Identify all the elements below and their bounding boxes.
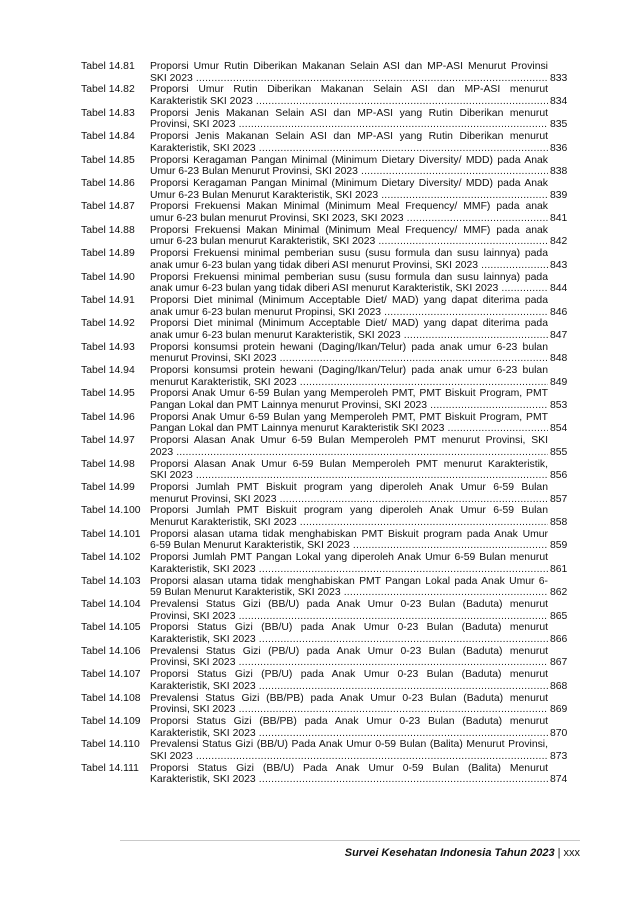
toc-entry[interactable] — [0, 739, 638, 762]
toc-entry-page-number: 847 — [550, 329, 568, 341]
toc-entry-title-line2: Pangan Lokal dan PMT Lainnya menurut Provinsi, SKI 2023 ..... — [150, 400, 548, 412]
toc-entry-title-line1: Proporsi Diet minimal (Minimum Acceptable Diet/ MAD) yang dapat diterima pada — [150, 318, 548, 330]
toc-entry-title-line2: Karakteristik, SKI 2023 ..... — [150, 728, 548, 740]
toc-entry-label: Tabel 14.88 — [81, 224, 135, 236]
toc-entry[interactable] — [0, 576, 638, 599]
toc-entry-title-line1: Proporsi konsumsi protein hewani (Daging/Ikan/Telur) pada anak umur 6-23 bulan — [150, 341, 548, 353]
toc-entry-title-line2: menurut Provinsi, SKI 2023 ..... — [150, 494, 548, 506]
toc-entry-page-number: 857 — [550, 493, 568, 505]
toc-entry-title-line2: Karakteristik, SKI 2023 ..... — [150, 634, 548, 646]
toc-entry-title-line1: Proporsi Jumlah PMT Biskuit program yang diperoleh Anak Umur 6-59 Bulan — [150, 505, 548, 517]
toc-entry-label: Tabel 14.103 — [81, 575, 141, 587]
toc-entry-title-line1: Proporsi Keragaman Pangan Minimal (Minimum Dietary Diversity/ MDD) pada Anak — [150, 154, 548, 166]
toc-entry-label: Tabel 14.94 — [81, 365, 135, 377]
toc-entry[interactable] — [0, 342, 638, 365]
footer-page-number: xxx — [563, 847, 580, 859]
toc-entry-label: Tabel 14.102 — [81, 552, 141, 564]
toc-entry-title-line1: Proporsi Frekuensi Makan Minimal (Minimum Meal Frequency/ MMF) pada anak — [150, 224, 548, 236]
toc-entry-title-line2: anak umur 6-23 bulan yang tidak diberi ASI menurut Karakteristik, SKI 2023 ..... — [150, 283, 548, 295]
toc-entry[interactable] — [0, 155, 638, 178]
toc-entry-title-line1: Proporsi Umur Rutin Diberikan Makanan Selain ASI dan MP-ASI Menurut Provinsi — [150, 61, 548, 72]
toc-entry[interactable] — [0, 505, 638, 528]
toc-entry-label: Tabel 14.107 — [81, 669, 141, 681]
toc-entry-title-line1: Proporsi Anak Umur 6-59 Bulan yang Memperoleh PMT, PMT Biskuit Program, PMT — [150, 411, 548, 423]
toc-entry-title-line1: Proporsi Umur Rutin Diberikan Makanan Selain ASI dan MP-ASI menurut — [150, 84, 548, 96]
toc-entry-title-line2: Umur 6-23 Bulan Menurut Provinsi, SKI 2023 ..... — [150, 166, 548, 178]
toc-entry[interactable] — [0, 693, 638, 716]
toc-entry[interactable] — [0, 763, 638, 786]
toc-entry-title-line1: Proporsi Frekuensi minimal pemberian susu (susu formula dan susu lainnya) pada — [150, 248, 548, 260]
footer-title: Survei Kesehatan Indonesia Tahun 2023 — [344, 847, 555, 859]
toc-entry-label: Tabel 14.96 — [81, 411, 135, 423]
toc-entry-title-line2: Karakteristik, SKI 2023 ..... — [150, 143, 548, 155]
toc-entry-label: Tabel 14.91 — [81, 294, 135, 306]
toc-entry-page-number: 836 — [550, 142, 568, 154]
toc-entry[interactable] — [0, 482, 638, 505]
toc-entry[interactable] — [0, 248, 638, 271]
toc-entry[interactable] — [0, 84, 638, 107]
toc-entry-title-line1: Proporsi konsumsi protein hewani (Daging/Ikan/Telur) pada anak umur 6-23 bulan — [150, 365, 548, 377]
toc-entry[interactable] — [0, 459, 638, 482]
toc-entry[interactable] — [0, 435, 638, 458]
toc-entry-title-line1: Proporsi Frekuensi Makan Minimal (Minimum Meal Frequency/ MMF) pada anak — [150, 201, 548, 213]
table-of-contents-list — [0, 61, 638, 786]
toc-entry-title-line2: Karakteristik, SKI 2023 ..... — [150, 681, 548, 693]
toc-entry-title-line1: Proporsi Alasan Anak Umur 6-59 Bulan Memperoleh PMT menurut Karakteristik, — [150, 458, 548, 470]
toc-entry[interactable] — [0, 529, 638, 552]
toc-entry-label: Tabel 14.92 — [81, 318, 135, 330]
toc-entry-title-line2: Karakteristik SKI 2023 ..... — [150, 96, 548, 108]
toc-entry-label: Tabel 14.109 — [81, 715, 141, 727]
toc-entry-label: Tabel 14.95 — [81, 388, 135, 400]
toc-entry-title-line1: Proporsi Jumlah PMT Biskuit program yang diperoleh Anak Umur 6-59 Bulan — [150, 482, 548, 494]
toc-entry-page-number: 856 — [550, 470, 568, 482]
toc-entry-page-number: 835 — [550, 119, 568, 131]
toc-entry-page-number: 867 — [550, 657, 568, 669]
toc-entry-title-line2: 59 Bulan Menurut Karakteristik, SKI 2023 ..... — [150, 587, 548, 599]
toc-entry-label: Tabel 14.111 — [81, 762, 139, 774]
toc-entry-page-number: 854 — [550, 423, 568, 435]
toc-entry-title-line1: Proporsi Jenis Makanan Selain ASI dan MP-ASI yang Rutin Diberikan menurut — [150, 131, 548, 143]
toc-entry[interactable] — [0, 225, 638, 248]
toc-entry-title-line1: Proporsi Jumlah PMT Pangan Lokal yang diperoleh Anak Umur 6-59 Bulan menurut — [150, 552, 548, 564]
toc-entry-title-line1: Prevalensi Status Gizi (PB/U) pada Anak Umur 0-23 Bulan (Baduta) menurut — [150, 645, 548, 657]
toc-entry-page-number: 862 — [550, 587, 568, 599]
toc-entry-page-number: 874 — [550, 774, 568, 786]
toc-entry-label: Tabel 14.100 — [81, 505, 141, 517]
toc-entry-page-number: 841 — [550, 212, 568, 224]
toc-entry[interactable] — [0, 716, 638, 739]
toc-entry-page-number: 868 — [550, 680, 568, 692]
toc-entry[interactable] — [0, 669, 638, 692]
toc-entry-title-line2: anak umur 6-23 bulan menurut Propinsi, SKI 2023 ..... — [150, 307, 548, 319]
toc-entry-title-line2: menurut Provinsi, SKI 2023 ..... — [150, 353, 548, 365]
toc-entry-title-line1: Proporsi Alasan Anak Umur 6-59 Bulan Memperoleh PMT menurut Provinsi, SKI — [150, 435, 548, 447]
toc-entry-title-line1: Prevalensi Status Gizi (BB/U) pada Anak Umur 0-23 Bulan (Baduta) menurut — [150, 598, 548, 610]
toc-entry-title-line2: Karakteristik, SKI 2023 ..... — [150, 774, 548, 786]
toc-entry[interactable] — [0, 365, 638, 388]
toc-entry[interactable] — [0, 552, 638, 575]
toc-entry-label: Tabel 14.87 — [81, 201, 135, 213]
toc-entry-label: Tabel 14.98 — [81, 458, 135, 470]
toc-entry[interactable] — [0, 131, 638, 154]
toc-entry-title-line2: 6-59 Bulan Menurut Karakteristik, SKI 2023 ..... — [150, 540, 548, 552]
toc-entry-title-line2: Menurut Karakteristik, SKI 2023 ..... — [150, 517, 548, 529]
toc-entry-page-number: 855 — [550, 446, 568, 458]
toc-entry[interactable] — [0, 599, 638, 622]
toc-entry[interactable] — [0, 108, 638, 131]
toc-entry[interactable] — [0, 272, 638, 295]
toc-entry-title-line1: Proporsi Status Gizi (BB/U) Pada Anak Umur 0-59 Bulan (Balita) Menurut — [150, 762, 548, 774]
toc-entry-title-line1: Prevalensi Status Gizi (BB/PB) pada Anak Umur 0-23 Bulan (Baduta) menurut — [150, 692, 548, 704]
toc-entry-title-line1: Proporsi Diet minimal (Minimum Acceptable Diet/ MAD) yang dapat diterima pada — [150, 294, 548, 306]
toc-entry-title-line2: anak umur 6-23 bulan menurut Karakteristik, SKI 2023 ..... — [150, 330, 548, 342]
toc-entry-page-number: 866 — [550, 633, 568, 645]
toc-entry-page-number: 834 — [550, 95, 568, 107]
toc-entry-page-number: 838 — [550, 166, 568, 178]
toc-entry-title-line2: SKI 2023 ..... — [150, 751, 548, 763]
toc-entry-title-line1: Proporsi Status Gizi (PB/U) pada Anak Umur 0-23 Bulan (Baduta) menurut — [150, 669, 548, 681]
toc-entry-label: Tabel 14.97 — [81, 435, 135, 447]
toc-entry[interactable] — [0, 622, 638, 645]
toc-entry-title-line2: anak umur 6-23 bulan yang tidak diberi ASI menurut Provinsi, SKI 2023 ..... — [150, 260, 548, 272]
toc-entry-label: Tabel 14.104 — [81, 598, 141, 610]
toc-entry-page-number: 870 — [550, 727, 568, 739]
toc-entry-page-number: 849 — [550, 376, 568, 388]
toc-entry-label: Tabel 14.86 — [81, 177, 135, 189]
toc-entry-label: Tabel 14.90 — [81, 271, 135, 283]
toc-entry-label: Tabel 14.101 — [81, 528, 141, 540]
toc-entry[interactable] — [0, 295, 638, 318]
toc-entry-label: Tabel 14.106 — [81, 645, 141, 657]
toc-entry-page-number: 853 — [550, 400, 568, 412]
toc-entry-title-line2: Provinsi, SKI 2023 ..... — [150, 704, 548, 716]
toc-entry-label: Tabel 14.99 — [81, 482, 135, 494]
toc-entry-page-number: 865 — [550, 610, 568, 622]
toc-entry-label: Tabel 14.82 — [81, 84, 135, 96]
toc-entry[interactable] — [0, 201, 638, 224]
toc-entry-title-line2: Provinsi, SKI 2023 ..... — [150, 119, 548, 131]
toc-entry-label: Tabel 14.89 — [81, 248, 135, 260]
toc-entry[interactable] — [0, 646, 638, 669]
toc-entry-page-number: 848 — [550, 353, 568, 365]
footer-separator: | — [557, 847, 561, 859]
toc-entry-title-line1: Proporsi Status Gizi (BB/U) pada Anak Umur 0-23 Bulan (Baduta) menurut — [150, 622, 548, 634]
toc-entry-label: Tabel 14.81 — [81, 61, 135, 72]
toc-entry-title-line1: Proporsi alasan utama tidak menghabiskan PMT Pangan Lokal pada Anak Umur 6- — [150, 575, 548, 587]
toc-entry-page-number: 873 — [550, 750, 568, 762]
toc-entry-title-line1: Proporsi Keragaman Pangan Minimal (Minimum Dietary Diversity/ MDD) pada Anak — [150, 177, 548, 189]
toc-entry-page-number: 869 — [550, 704, 568, 716]
toc-entry-page-number: 846 — [550, 306, 568, 318]
toc-entry-title-line1: Proporsi Jenis Makanan Selain ASI dan MP-ASI yang Rutin Diberikan menurut — [150, 107, 548, 119]
toc-entry-title-line2: 2023 ..... — [150, 447, 548, 459]
toc-entry-title-line2: umur 6-23 bulan menurut Provinsi, SKI 2023, SKI 2023 ..... — [150, 213, 548, 225]
toc-entry-page-number: 842 — [550, 236, 568, 248]
toc-entry-label: Tabel 14.84 — [81, 131, 135, 143]
toc-entry-label: Tabel 14.108 — [81, 692, 141, 704]
toc-entry-page-number: 844 — [550, 283, 568, 295]
toc-entry-label: Tabel 14.105 — [81, 622, 141, 634]
toc-entry-label: Tabel 14.93 — [81, 341, 135, 353]
toc-entry-title-line1: Prevalensi Status Gizi (BB/U) Pada Anak Umur 0-59 Bulan (Balita) Menurut Provinsi, — [150, 739, 548, 751]
toc-entry[interactable] — [0, 178, 638, 201]
toc-entry-page-number: 861 — [550, 563, 568, 575]
toc-entry-title-line1: Proporsi Frekuensi minimal pemberian susu (susu formula dan susu lainnya) pada — [150, 271, 548, 283]
toc-entry-label: Tabel 14.83 — [81, 107, 135, 119]
page-footer — [345, 847, 580, 859]
toc-entry-title-line2: Umur 6-23 Bulan Menurut Karakteristik, SKI 2023 ..... — [150, 190, 548, 202]
toc-entry-title-line2: Provinsi, SKI 2023 ..... — [150, 657, 548, 669]
toc-entry-title-line1: Proporsi Status Gizi (BB/PB) pada Anak Umur 0-23 Bulan (Baduta) menurut — [150, 715, 548, 727]
toc-entry-page-number: 839 — [550, 189, 568, 201]
toc-entry[interactable] — [0, 318, 638, 341]
toc-entry[interactable] — [0, 388, 638, 411]
toc-entry-title-line1: Proporsi Anak Umur 6-59 Bulan yang Memperoleh PMT, PMT Biskuit Program, PMT — [150, 388, 548, 400]
toc-entry-page-number: 843 — [550, 259, 568, 271]
toc-entry-page-number: 858 — [550, 517, 568, 529]
toc-entry-title-line2: SKI 2023 ..... — [150, 73, 548, 85]
toc-entry-title-line2: menurut Karakteristik, SKI 2023 ..... — [150, 377, 548, 389]
toc-entry-title-line2: Karakteristik, SKI 2023 ..... — [150, 564, 548, 576]
toc-entry-page-number: 833 — [550, 72, 568, 84]
toc-entry-label: Tabel 14.85 — [81, 154, 135, 166]
toc-entry-label: Tabel 14.110 — [81, 739, 140, 751]
toc-entry-title-line2: Provinsi, SKI 2023 ..... — [150, 611, 548, 623]
toc-entry-title-line1: Proporsi alasan utama tidak menghabiskan PMT Biskuit program pada Anak Umur — [150, 528, 548, 540]
toc-entry-title-line2: Pangan Lokal dan PMT Lainnya menurut Karakteristik SKI 2023 ..... — [150, 423, 548, 435]
toc-entry-title-line2: umur 6-23 bulan menurut Karakteristik, SKI 2023 ..... — [150, 236, 548, 248]
toc-entry[interactable] — [0, 61, 638, 84]
toc-entry-page-number: 859 — [550, 540, 568, 552]
toc-entry[interactable] — [0, 412, 638, 435]
toc-entry-title-line2: SKI 2023 ..... — [150, 470, 548, 482]
footer-divider — [120, 840, 580, 841]
